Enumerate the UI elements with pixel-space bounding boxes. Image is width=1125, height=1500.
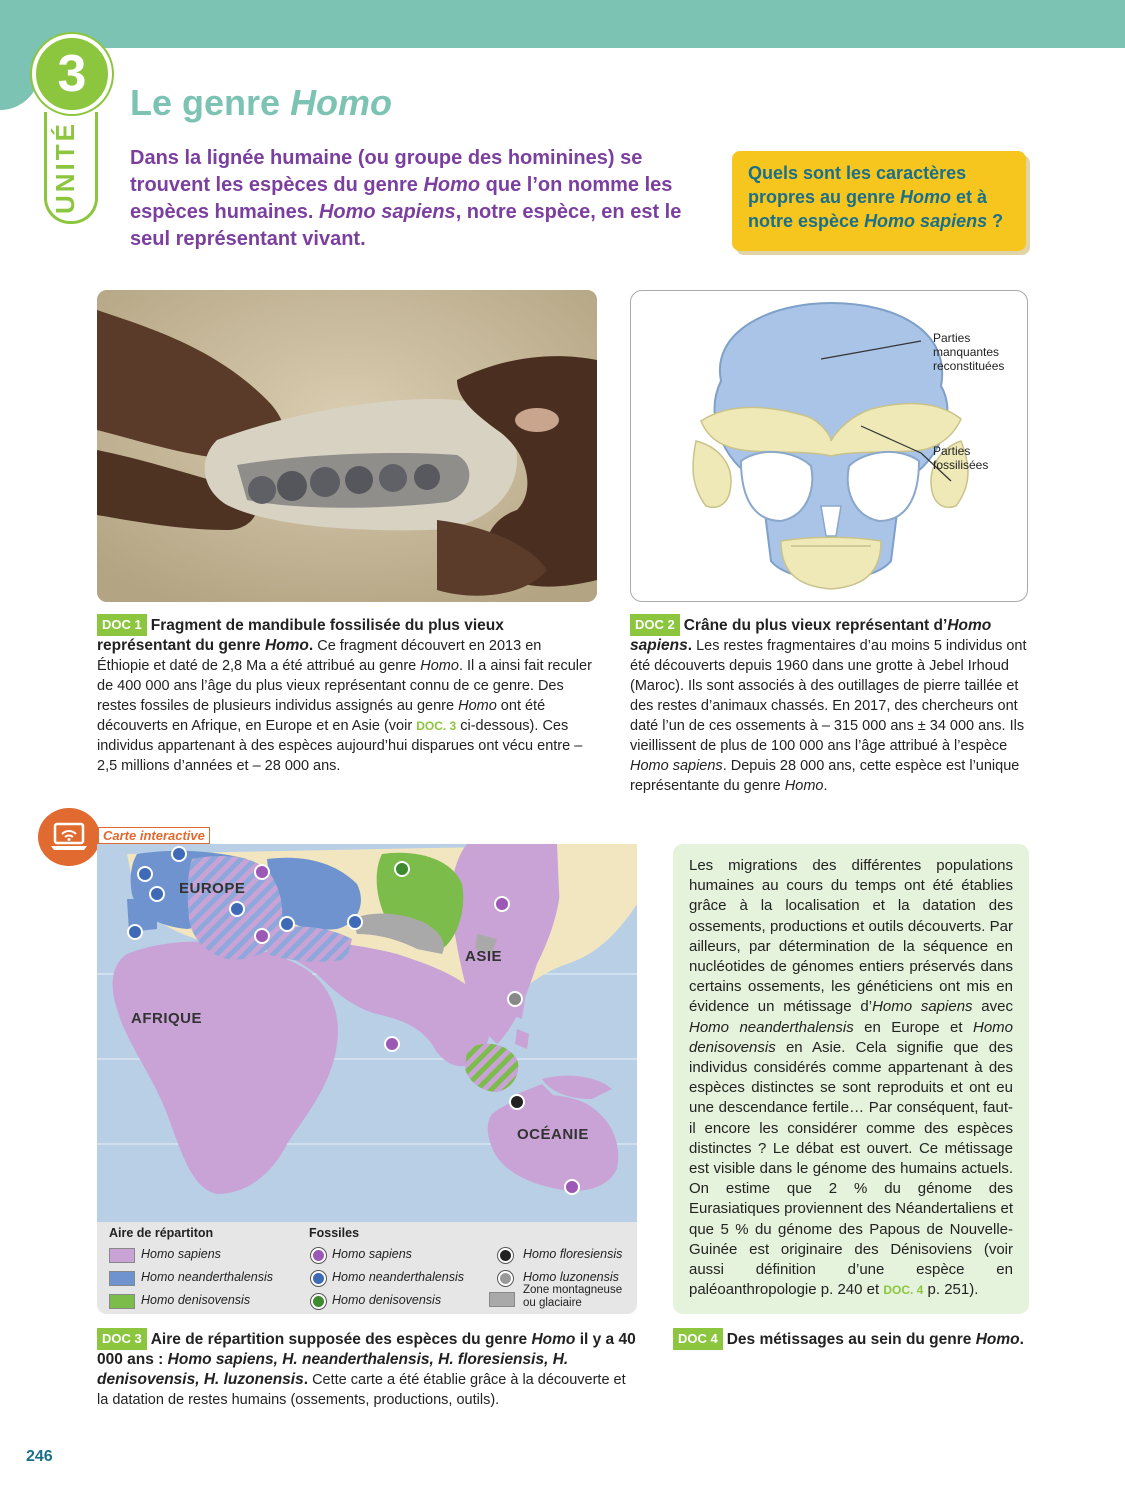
fossil-dot-luzonensis	[498, 1271, 513, 1286]
interactive-map-icon[interactable]	[38, 808, 100, 866]
mandible-illustration	[97, 290, 597, 602]
skull-illustration-frame	[630, 290, 1028, 602]
doc1-tag: DOC 1	[97, 614, 147, 636]
header-band	[0, 0, 1125, 48]
doc3-tag: DOC 3	[97, 1328, 147, 1350]
intro-text: Dans la lignée humaine (ou groupe des hominines) se trouvent les espèces du genre Homo que l’on nomme les espèces humaines. Homo sapiens, notre espèce, en est le seul représentant vivant.	[130, 147, 682, 250]
page-title: Le genre Homo	[130, 82, 393, 123]
doc4-p251-reference-link[interactable]: DOC. 4	[883, 1283, 924, 1298]
unit-label: UNITÉ	[50, 121, 80, 214]
legend-fossil-neanderthal: Homo neanderthalensis	[332, 1270, 465, 1284]
doc1-caption: DOC 1 Fragment de mandibule fossilisée du plus vieux représentant du genre Homo. Ce fragment découvert en 2013 en Éthiopie et daté de 2,8 Ma a été attribué au genre Homo. Il a ainsi fait reculer de 400 000 ans l’âge du plus vieux représentant connu de ce genre. Des restes fossiles de plusieurs individus assignés au genre Homo ont été découverts en Afrique, en Europe et en Asie (voir DOC. 3 ci-dessous). Ces individus appartenant à des espèces aujourd’hui disparues ont vécu entre – 2,5 millions d’années et – 28 000 ans.	[97, 614, 597, 776]
fossil-dot-denisovan	[311, 1294, 326, 1309]
fossil-dot-sapiens	[311, 1248, 326, 1263]
doc4-caption: DOC 4 Des métissages au sein du genre Homo.	[673, 1328, 1029, 1350]
legend-fossil-title: Fossiles	[309, 1226, 360, 1240]
legend-fossil-luzonensis: Homo luzonensis	[523, 1270, 619, 1284]
legend-fossil-denisovan: Homo denisovensis	[332, 1293, 442, 1307]
swatch-mountain	[489, 1292, 515, 1307]
doc4-text-box: Les migrations des différentes populations humaines au cours du temps ont été établies grâce à la localisation et la datation des ossements, productions et outils découverts. Par ailleurs, par détermination de la séquence en nucléotides de génomes entiers préservés dans certains ossements, les généticiens ont mis en évidence un métissage d’Homo sapiens avec Homo neanderthalensis en Europe et Homo denisovensis en Asie. Cela signifie que des individus considérés comme appartenant à des espèces distinctes se sont reproduits et ont eu une descendance fertile… Par conséquent, faut-il encore les considérer comme des espèces distinctes ? Le débat est ouvert. Ce métissage est visible dans le génome des humains actuels. On estime que 2 % du génome des Eurasiatiques proviennent des Néandertaliens et que 5 % du génome des Papous de Nouvelle-Guinée est originaire des Dénisoviens (voir aussi définition d’une espèce en paléoanthropologie p. 240 et DOC. 4 p. 251).	[673, 844, 1029, 1314]
map-area	[97, 844, 637, 1222]
legend-area-title: Aire de répartiton	[109, 1226, 214, 1240]
doc3-reference-link[interactable]: DOC. 3	[416, 719, 457, 733]
map-label-oceanie: OCÉANIE	[517, 1126, 589, 1143]
legend-area-neanderthal: Homo neanderthalensis	[141, 1270, 274, 1284]
mandible-photo	[97, 290, 597, 602]
hominin-distribution-map	[97, 844, 637, 1314]
page-number: 246	[26, 1448, 53, 1465]
doc2-tag: DOC 2	[630, 614, 680, 636]
unit-number-badge	[32, 34, 112, 114]
swatch-denisovan	[109, 1294, 135, 1309]
fossil-dot-floresiensis	[498, 1248, 513, 1263]
skull-label-fossil: Parties fossilisées	[933, 444, 989, 472]
legend-fossil-floresiensis: Homo floresiensis	[523, 1247, 623, 1261]
doc2-caption: DOC 2 Crâne du plus vieux représentant d’Homo sapiens. Les restes fragmentaires d’au moins 5 individus ont été découverts depuis 1960 dans une grotte à Jebel Irhoud (Maroc). Ils sont associés à des outillages de pierre taillée et des restes d’animaux chassés. En 2017, des chercheurs ont daté l’un de ces ossements à – 315 000 ans ± 34 000 ans. Ils vieillissent de plus de 100 000 ans l’âge attribué à l’espèce Homo sapiens. Depuis 28 000 ans, cette espèce est l’unique représentante du genre Homo.	[630, 614, 1028, 796]
doc3-caption: DOC 3 Aire de répartition supposée des espèces du genre Homo il y a 40 000 ans : Homo sapiens, H. neanderthalensis, H. floresiensis, H. denisovensis, H. luzonensis. Cette carte a été établie grâce à la découverte et la datation de restes humains (ossements, productions, outils).	[97, 1328, 637, 1410]
legend-fossil-sapiens: Homo sapiens	[332, 1247, 412, 1261]
legend-area-denisovan: Homo denisovensis	[141, 1293, 251, 1307]
fossil-dot-neanderthal	[311, 1271, 326, 1286]
swatch-sapiens	[109, 1248, 135, 1263]
doc4-tag: DOC 4	[673, 1328, 723, 1350]
map-label-afrique: AFRIQUE	[131, 1010, 202, 1027]
world-map-svg	[97, 844, 637, 1222]
interactive-map-link[interactable]: Carte interactive	[98, 827, 210, 844]
swatch-neanderthal	[109, 1271, 135, 1286]
unit-number: 3	[57, 45, 87, 103]
legend-area-sapiens: Homo sapiens	[141, 1247, 221, 1261]
map-legend	[97, 1222, 637, 1314]
map-label-europe: EUROPE	[179, 880, 246, 897]
key-question-box: Quels sont les caractères propres au genre Homo et à notre espèce Homo sapiens ?	[732, 151, 1026, 251]
laptop-wifi-icon	[49, 821, 89, 853]
legend-mountain: Zone montagneuse ou glaciaire	[523, 1284, 623, 1309]
map-label-asie: ASIE	[465, 948, 503, 965]
skull-label-missing: Parties manquantes reconstituées	[933, 331, 1005, 373]
